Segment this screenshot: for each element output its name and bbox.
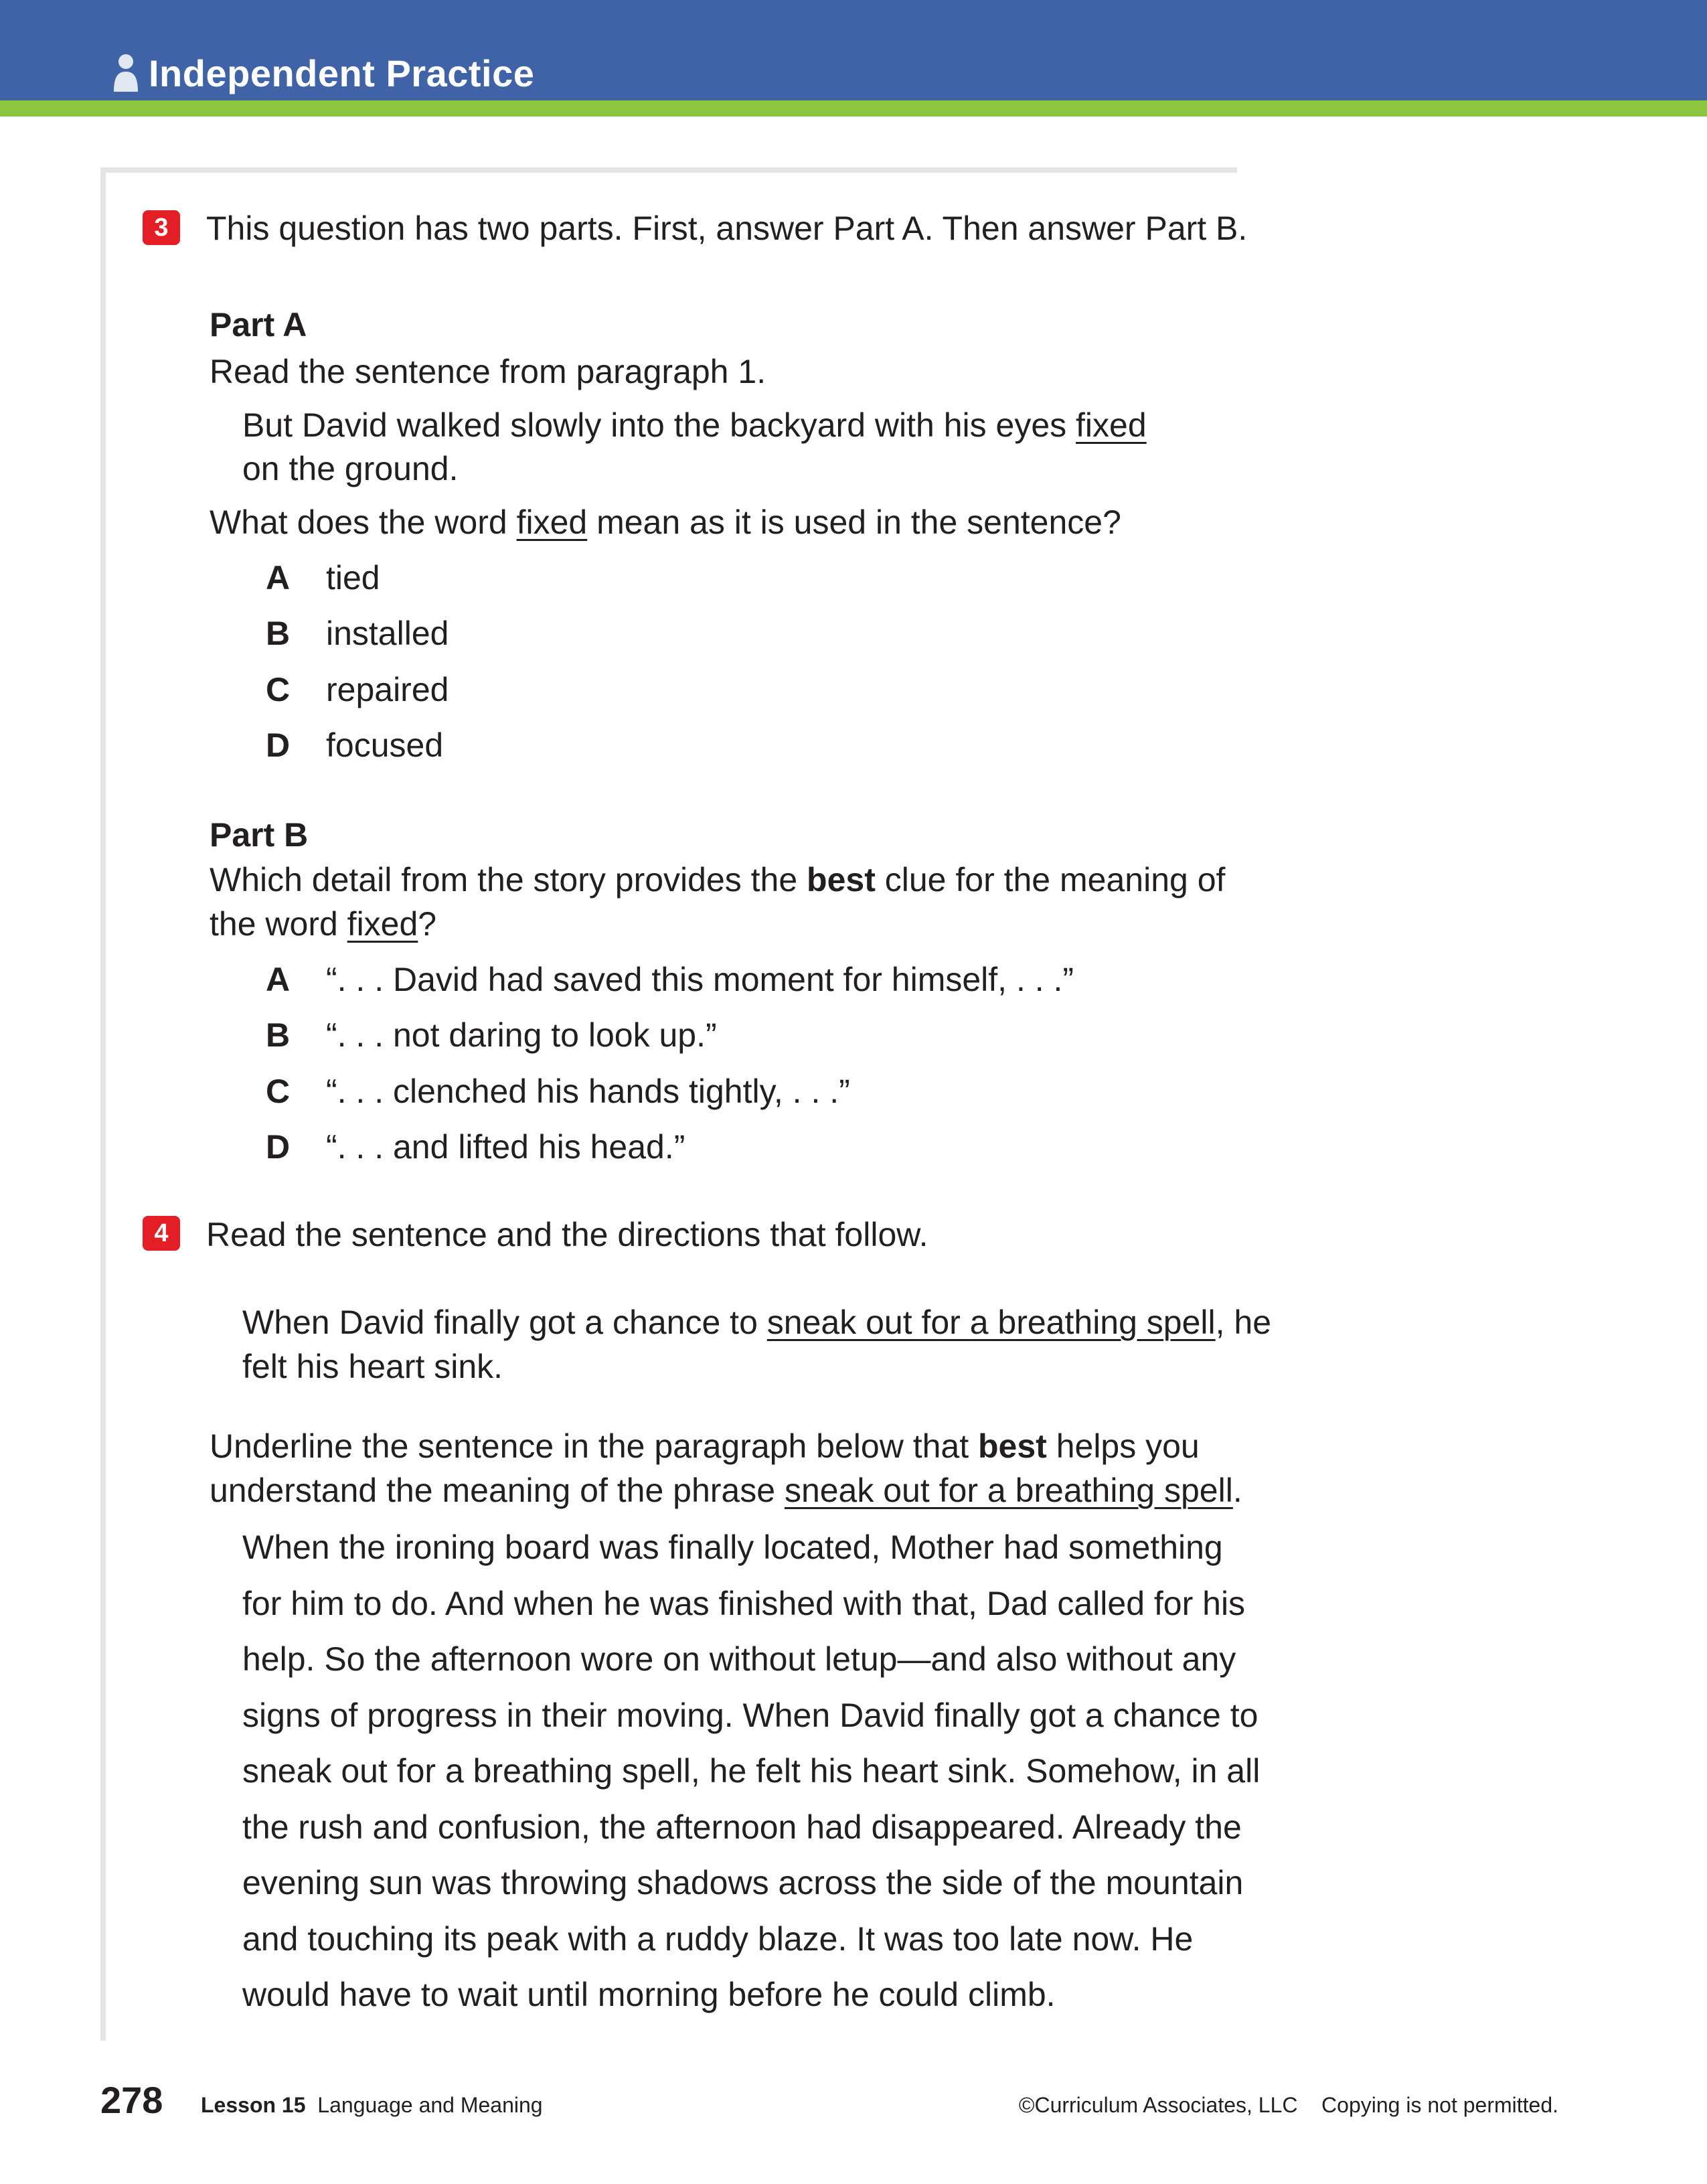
part-a-option-a[interactable]: tied (326, 559, 380, 597)
q4-directions-line1 (210, 1424, 1200, 1468)
question-text: the word (210, 905, 347, 943)
copyright-text: ©Curriculum Associates, LLC (1018, 2093, 1298, 2117)
q4-passage (242, 1520, 1260, 2023)
person-icon (112, 53, 139, 93)
passage-sentence-line[interactable]: the rush and confusion, the afternoon had disappeared. Already the (242, 1808, 1242, 1846)
header-accent-stripe (0, 100, 1707, 116)
underlined-phrase: sneak out for a breathing spell (766, 1304, 1216, 1341)
q4-sentence-line2: felt his heart sink. (242, 1348, 503, 1385)
part-a-option-letter: D (266, 726, 291, 764)
part-a-quote-line1 (242, 403, 1147, 447)
q4-sentence-line1 (242, 1300, 1271, 1344)
copying-notice: Copying is not permitted. (1321, 2093, 1558, 2117)
question-text: What does the word (210, 503, 517, 541)
question-text: Which detail from the story provides the (210, 861, 807, 899)
part-a-option-d[interactable]: focused (326, 726, 444, 764)
part-a-option-letter: A (266, 559, 291, 597)
question-4-number: 4 (143, 1216, 180, 1251)
copyright-notice (1019, 2093, 1558, 2118)
part-b-option-b[interactable]: “. . . not daring to look up.” (326, 1016, 717, 1054)
directions-text: Underline the sentence in the paragraph below that (210, 1427, 978, 1465)
part-a-intro: Read the sentence from paragraph 1. (210, 353, 766, 390)
part-a-quote-line2: on the ground. (242, 450, 459, 487)
underlined-word-fixed: fixed (516, 503, 588, 541)
part-b-option-a[interactable]: “. . . David had saved this moment for himself, . . .” (326, 961, 1074, 998)
emphasis-best: best (807, 861, 876, 899)
part-a-question (210, 500, 1121, 544)
part-b-option-c[interactable]: “. . . clenched his hands tightly, . . .” (326, 1073, 850, 1110)
passage-sentence-line[interactable]: help. So the afternoon wore on without letup—and also without any (242, 1640, 1236, 1678)
passage-sentence-line[interactable]: for him to do. And when he was finished with that, Dad called for his (242, 1584, 1246, 1622)
section-title (112, 50, 534, 96)
passage-sentence-line[interactable]: When the ironing board was finally located, Mother had something (242, 1529, 1223, 1566)
question-3-prompt: This question has two parts. First, answer Part A. Then answer Part B. (206, 210, 1248, 247)
part-a-option-letter: B (266, 615, 291, 652)
passage-sentence-line[interactable]: signs of progress in their moving. When David finally got a chance to (242, 1696, 1258, 1734)
emphasis-best: best (978, 1427, 1047, 1465)
passage-sentence-line[interactable]: and touching its peak with a ruddy blaze. It was too late now. He (242, 1920, 1194, 1958)
part-a-option-letter: C (266, 671, 291, 708)
underlined-word-fixed: fixed (347, 905, 418, 943)
question-4-prompt: Read the sentence and the directions that follow. (206, 1216, 928, 1253)
directions-text: helps you (1046, 1427, 1200, 1465)
sentence-text: When David finally got a chance to (242, 1304, 767, 1341)
passage-sentence-line[interactable]: sneak out for a breathing spell, he felt his heart sink. Somehow, in all (242, 1752, 1261, 1790)
passage-sentence-line[interactable]: evening sun was throwing shadows across the side of the mountain (242, 1864, 1244, 1901)
section-title-text: Independent Practice (149, 52, 535, 94)
q4-directions-line2 (210, 1468, 1242, 1512)
part-b-question-line2 (210, 902, 436, 946)
part-b-option-letter: C (266, 1073, 291, 1110)
sentence-text: , he (1215, 1304, 1272, 1341)
passage-sentence-line[interactable]: would have to wait until morning before he could climb. (242, 1976, 1056, 2013)
underlined-word-fixed: fixed (1076, 406, 1147, 444)
lesson-number: Lesson 15 (201, 2093, 306, 2117)
part-b-heading: Part B (210, 816, 309, 854)
part-b-option-letter: B (266, 1016, 291, 1054)
part-b-option-d[interactable]: “. . . and lifted his head.” (326, 1128, 685, 1166)
part-a-option-c[interactable]: repaired (326, 671, 449, 708)
underlined-phrase: sneak out for a breathing spell (784, 1472, 1233, 1509)
quote-text: But David walked slowly into the backyard with his eyes (242, 406, 1076, 444)
part-b-option-letter: D (266, 1128, 291, 1166)
question-text: ? (418, 905, 437, 943)
question-3-number: 3 (143, 210, 180, 245)
part-a-option-b[interactable]: installed (326, 615, 449, 652)
lesson-label (201, 2093, 543, 2118)
directions-text: . (1232, 1472, 1242, 1509)
question-text: mean as it is used in the sentence? (587, 503, 1121, 541)
part-b-option-letter: A (266, 961, 291, 998)
question-text: clue for the meaning of (875, 861, 1226, 899)
part-a-heading: Part A (210, 306, 307, 343)
lesson-title: Language and Meaning (317, 2093, 543, 2117)
page-number: 278 (100, 2079, 163, 2121)
part-b-question-line1 (210, 858, 1225, 902)
directions-text: understand the meaning of the phrase (210, 1472, 785, 1509)
